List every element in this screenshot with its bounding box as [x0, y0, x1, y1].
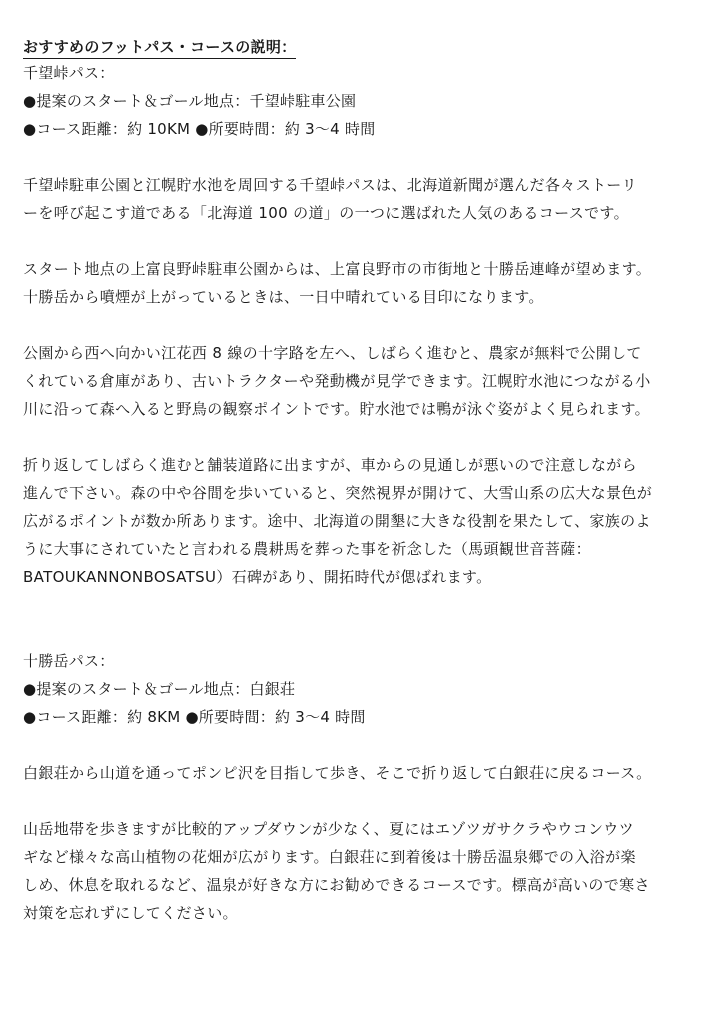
paragraph-line: 折り返してしばらく進むと舗装道路に出ますが、車からの見通しが悪いので注意しながら	[23, 456, 638, 474]
course-start-goal: ●提案のスタート＆ゴール地点：千望峠駐車公園	[23, 92, 357, 110]
paragraph-line: 進んで下さい。森の中や谷間を歩いていると、突然視界が開けて、大雪山系の広大な景色が	[23, 484, 653, 502]
course-paragraph	[23, 339, 693, 423]
paragraph-line: 対策を忘れずにしてください。	[23, 904, 238, 922]
paragraph-line: うに大事にされていたと言われる農耕馬を葬った事を祈念した（馬頭観世音菩薩：	[23, 540, 591, 558]
course-name: 千望峠パス：	[23, 64, 115, 82]
paragraph-line: 公園から西へ向かい江花西 8 線の十字路を左へ、しばらく進むと、農家が無料で公開して	[23, 344, 642, 362]
course-paragraph	[23, 171, 693, 227]
paragraph-line: スタート地点の上富良野峠駐車公園からは、上富良野市の市街地と十勝岳連峰が望めます。	[23, 260, 652, 278]
document-page	[23, 36, 693, 927]
paragraph-line: 白銀荘から山道を通ってポンピ沢を目指して歩き、そこで折り返して白銀荘に戻るコース。	[23, 764, 652, 782]
paragraph-line: 広がるポイントが数か所あります。途中、北海道の開墾に大きな役割を果たして、家族のよ	[23, 512, 651, 530]
course-distance-time: ●コース距離：約 8KM ●所要時間：約 3〜4 時間	[23, 708, 366, 726]
course-section-tokachidake	[23, 647, 693, 927]
course-paragraph	[23, 759, 693, 787]
course-distance-time: ●コース距離：約 10KM ●所要時間：約 3〜4 時間	[23, 120, 376, 138]
course-paragraph	[23, 815, 693, 927]
document-heading: おすすめのフットパス・コースの説明：	[23, 36, 296, 59]
paragraph-line: しめ、休息を取れるなど、温泉が好きな方にお勧めできるコースです。標高が高いので寒さ	[23, 876, 650, 894]
paragraph-line: くれている倉庫があり、古いトラクターや発動機が見学できます。江幌貯水池につながる小	[23, 372, 651, 390]
paragraph-line: 千望峠駐車公園と江幌貯水池を周回する千望峠パスは、北海道新聞が選んだ各々ストーリ	[23, 176, 638, 194]
paragraph-line: 山岳地帯を歩きますが比較的アップダウンが少なく、夏にはエゾツガサクラやウコンウツ	[23, 820, 635, 838]
course-paragraph	[23, 451, 693, 591]
course-paragraph	[23, 255, 693, 311]
paragraph-line: ーを呼び起こす道である「北海道 100 の道」の一つに選ばれた人気のあるコースです。	[23, 204, 629, 222]
paragraph-line: BATOUKANNONBOSATSU）石碑があり、開拓時代が偲ばれます。	[23, 568, 492, 586]
paragraph-line: 川に沿って森へ入ると野鳥の観察ポイントです。貯水池では鴨が泳ぐ姿がよく見られます。	[23, 400, 650, 418]
course-start-goal: ●提案のスタート＆ゴール地点：白銀荘	[23, 680, 296, 698]
paragraph-line: ギなど様々な高山植物の花畑が広がります。白銀荘に到着後は十勝岳温泉郷での入浴が楽	[23, 848, 636, 866]
course-name: 十勝岳パス：	[23, 652, 115, 670]
paragraph-line: 十勝岳から噴煙が上がっているときは、一日中晴れている目印になります。	[23, 288, 544, 306]
course-section-senbo	[23, 59, 693, 591]
